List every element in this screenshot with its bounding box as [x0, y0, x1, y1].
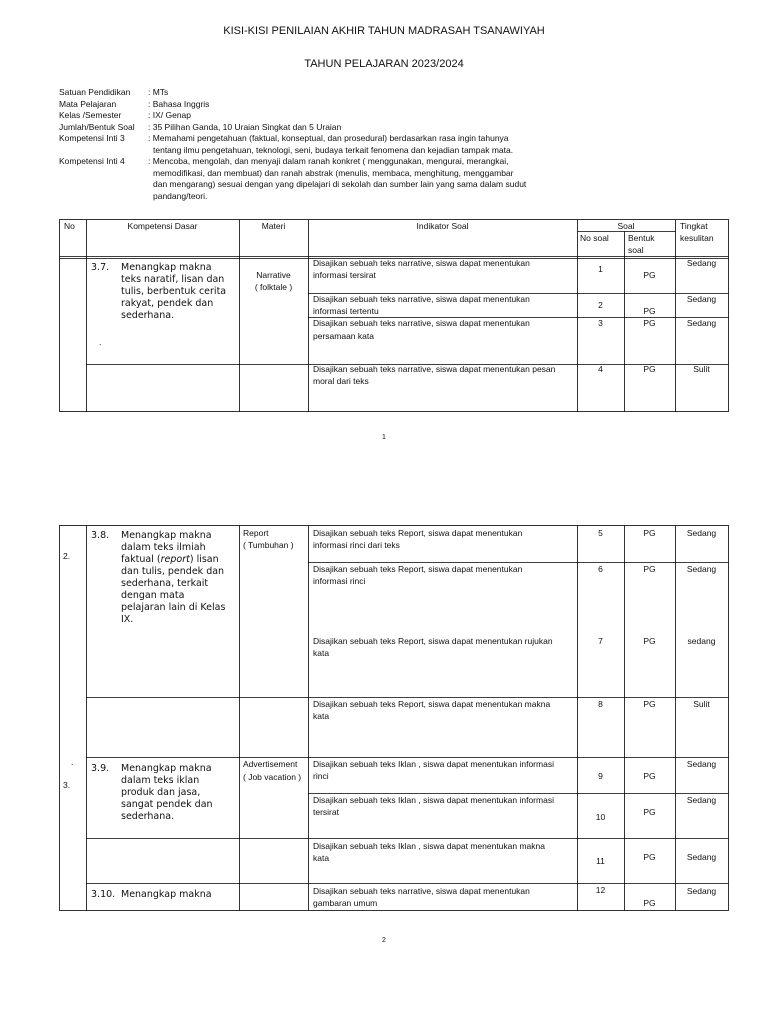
indikator-text: kata: [313, 647, 330, 658]
tingkat-kesulitan: Sedang: [686, 852, 717, 862]
no-soal: 12: [595, 885, 606, 895]
header-no-soal: No soal: [580, 233, 609, 243]
indikator-text: persamaan kata: [313, 331, 374, 341]
indikator-text: Disajikan sebuah teks Report, siswa dapat menentukan: [313, 564, 523, 574]
kd-text: Menangkap makna: [121, 530, 212, 541]
indikator-text: informasi tersirat: [313, 269, 376, 280]
indikator-text: informasi rinci: [313, 575, 366, 586]
meta-value: : Mencoba, mengolah, dan menyaji dalam ranah konkret ( menggunakan, mengurai, merangkai,: [148, 156, 509, 166]
header-bentuk-soal: soal: [628, 244, 644, 255]
indikator-text: moral dari teks: [313, 375, 369, 386]
tingkat-kesulitan: Sedang: [686, 258, 717, 268]
header-kompetensi-dasar: Kompetensi Dasar: [127, 221, 198, 231]
indikator-text: Disajikan sebuah teks narrative, siswa dapat menentukan: [313, 886, 530, 896]
meta-label: Mata Pelajaran: [59, 98, 117, 109]
indikator-text: Disajikan sebuah teks narrative, siswa dapat menentukan: [313, 318, 530, 328]
header-materi: Materi: [261, 221, 286, 231]
no-soal: 4: [598, 364, 603, 374]
meta-label: Kompetensi Inti 3: [59, 133, 125, 143]
kd-text: produk dan jasa,: [121, 787, 201, 798]
indikator-text: Disajikan sebuah teks Iklan , siswa dapat menentukan informasi: [313, 759, 554, 769]
header-tingkat-kesulitan: Tingkat: [680, 221, 708, 231]
bentuk-soal: PG: [643, 636, 656, 646]
dot-mark: .: [99, 337, 102, 347]
kd-text: dalam teks ilmiah: [121, 542, 206, 553]
bentuk-soal: PG: [643, 807, 656, 817]
meta-label: Kompetensi Inti 4: [59, 156, 125, 166]
indikator-text: rinci: [313, 770, 329, 781]
indikator-text: Disajikan sebuah teks narrative, siswa dapat menentukan: [313, 258, 530, 268]
no-soal: 3: [598, 318, 603, 328]
tingkat-kesulitan: Sedang: [686, 318, 717, 328]
kd-text: teks naratif, lisan dan: [121, 274, 225, 285]
tingkat-kesulitan: Sedang: [686, 759, 717, 769]
kd-text: pelajaran lain di Kelas: [121, 602, 226, 613]
indikator-text: Disajikan sebuah teks Iklan , siswa dapat menentukan makna: [313, 841, 545, 851]
indikator-text: Disajikan sebuah teks narrative, siswa dapat menentukan: [313, 294, 530, 304]
no-soal: 8: [598, 699, 603, 709]
header-indikator-soal: Indikator Soal: [416, 221, 469, 231]
materi-text: Report: [243, 528, 269, 538]
kd-text-part: faktual (: [121, 554, 161, 565]
materi-text: Narrative: [256, 270, 291, 280]
tingkat-kesulitan: Sulit: [693, 364, 710, 374]
kd-text: rakyat, pendek dan: [121, 298, 214, 309]
row-number: 2.: [63, 551, 71, 561]
document-title: KISI-KISI PENILAIAN AKHIR TAHUN MADRASAH TSANAWIYAH: [223, 25, 545, 37]
page-number: 1: [382, 434, 386, 441]
kd-text: dalam teks iklan: [121, 775, 200, 786]
materi-text: ( folktale ): [254, 281, 293, 292]
kd-text: Menangkap makna: [121, 763, 212, 774]
no-soal: 7: [598, 636, 603, 646]
kd-text: tulis, berbentuk cerita: [121, 286, 227, 297]
indikator-text: kata: [313, 852, 330, 863]
bentuk-soal: PG: [643, 364, 656, 374]
meta-label: Satuan Pendidikan: [59, 87, 131, 97]
tingkat-kesulitan: Sedang: [686, 294, 717, 304]
kd-text-italic: report: [160, 554, 190, 565]
meta-value: : Memahami pengetahuan (faktual, konseptual, dan prosedural) berdasarkan rasa ingin tahunya: [148, 133, 509, 143]
indikator-text: Disajikan sebuah teks Report, siswa dapat menentukan rujukan: [313, 636, 553, 646]
materi-text: ( Job vacation ): [243, 772, 302, 782]
meta-label: Jumlah/Bentuk Soal: [59, 121, 135, 132]
meta-value: tentang ilmu pengetahuan, teknologi, seni, budaya terkait fenomena dan kejadian tampak mata.: [153, 144, 514, 155]
header-no: No: [64, 221, 75, 231]
dot-mark: .: [71, 757, 74, 767]
meta-value: : Bahasa Inggris: [148, 98, 210, 109]
no-soal: 10: [595, 812, 606, 822]
materi-text: Advertisement: [243, 759, 298, 769]
bentuk-soal: PG: [643, 306, 656, 316]
no-soal: 5: [598, 528, 603, 538]
tingkat-kesulitan: Sedang: [686, 564, 717, 574]
header-bentuk-soal: Bentuk: [628, 233, 655, 243]
tingkat-kesulitan: Sedang: [686, 795, 717, 805]
indikator-text: tersirat: [313, 806, 339, 817]
meta-value: pandang/teori.: [153, 190, 208, 201]
kd-number: 3.8.: [91, 530, 110, 541]
kd-number: 3.9.: [91, 763, 110, 774]
kd-text: [121, 554, 219, 566]
kd-text: dan tulis, pendek dan: [121, 566, 225, 577]
kd-text: IX.: [121, 614, 134, 625]
document-subtitle: TAHUN PELAJARAN 2023/2024: [304, 58, 464, 70]
indikator-text: Disajikan sebuah teks Report, siswa dapat menentukan: [313, 528, 523, 538]
tingkat-kesulitan: Sulit: [693, 699, 710, 709]
indikator-text: Disajikan sebuah teks narrative, siswa dapat menentukan pesan: [313, 364, 556, 374]
indikator-text: informasi tertentu: [313, 305, 379, 316]
bentuk-soal: PG: [643, 270, 656, 280]
no-soal: 1: [598, 264, 603, 274]
kd-text: sederhana.: [121, 811, 175, 822]
indikator-text: gambaran umum: [313, 897, 378, 908]
meta-value: : IX/ Genap: [148, 110, 191, 120]
indikator-text: kata: [313, 710, 330, 721]
meta-value: dan mengarang) sesuai dengan yang dipelajari di sekolah dan sumber lain yang sama dalam sudut: [153, 179, 527, 189]
kd-number: 3.7.: [91, 262, 110, 273]
kd-text: sederhana.: [121, 310, 175, 321]
kd-number: 3.10.: [91, 889, 116, 900]
meta-value: : 35 Pilihan Ganda, 10 Uraian Singkat dan 5 Uraian: [148, 121, 342, 132]
indikator-text: Disajikan sebuah teks Iklan , siswa dapat menentukan informasi: [313, 795, 554, 805]
bentuk-soal: PG: [643, 898, 656, 908]
no-soal: 6: [598, 564, 603, 574]
header-soal: Soal: [617, 221, 635, 231]
tingkat-kesulitan: sedang: [687, 636, 716, 646]
bentuk-soal: PG: [643, 564, 656, 574]
no-soal: 9: [598, 771, 603, 781]
bentuk-soal: PG: [643, 528, 656, 538]
indikator-text: informasi rinci dari teks: [313, 539, 400, 550]
kd-text: sederhana, terkait: [121, 578, 209, 589]
bentuk-soal: PG: [643, 699, 656, 709]
kd-text: Menangkap makna: [121, 262, 212, 273]
tingkat-kesulitan: Sedang: [686, 886, 717, 896]
materi-text: ( Tumbuhan ): [243, 539, 294, 550]
header-tingkat-kesulitan: kesulitan: [680, 232, 714, 243]
kd-text: dengan mata: [121, 590, 185, 601]
indikator-text: Disajikan sebuah teks Report, siswa dapat menentukan makna: [313, 699, 551, 709]
bentuk-soal: PG: [643, 318, 656, 328]
meta-value: memodifikasi, dan membuat) dan ranah abstrak (menulis, membaca, menghitung, menggambar: [153, 167, 514, 178]
bentuk-soal: PG: [643, 771, 656, 781]
no-soal: 2: [598, 300, 603, 310]
page-number: 2: [382, 937, 386, 944]
kd-text: Menangkap makna: [121, 889, 212, 900]
no-soal: 11: [596, 856, 605, 866]
bentuk-soal: PG: [643, 852, 656, 862]
row-number: 3.: [63, 780, 71, 790]
tingkat-kesulitan: Sedang: [686, 528, 717, 538]
meta-label: Kelas /Semester: [59, 110, 122, 120]
kd-text: sangat pendek dan: [121, 799, 213, 810]
kd-text-part: ) lisan: [189, 554, 219, 565]
meta-value: : MTs: [148, 87, 169, 97]
